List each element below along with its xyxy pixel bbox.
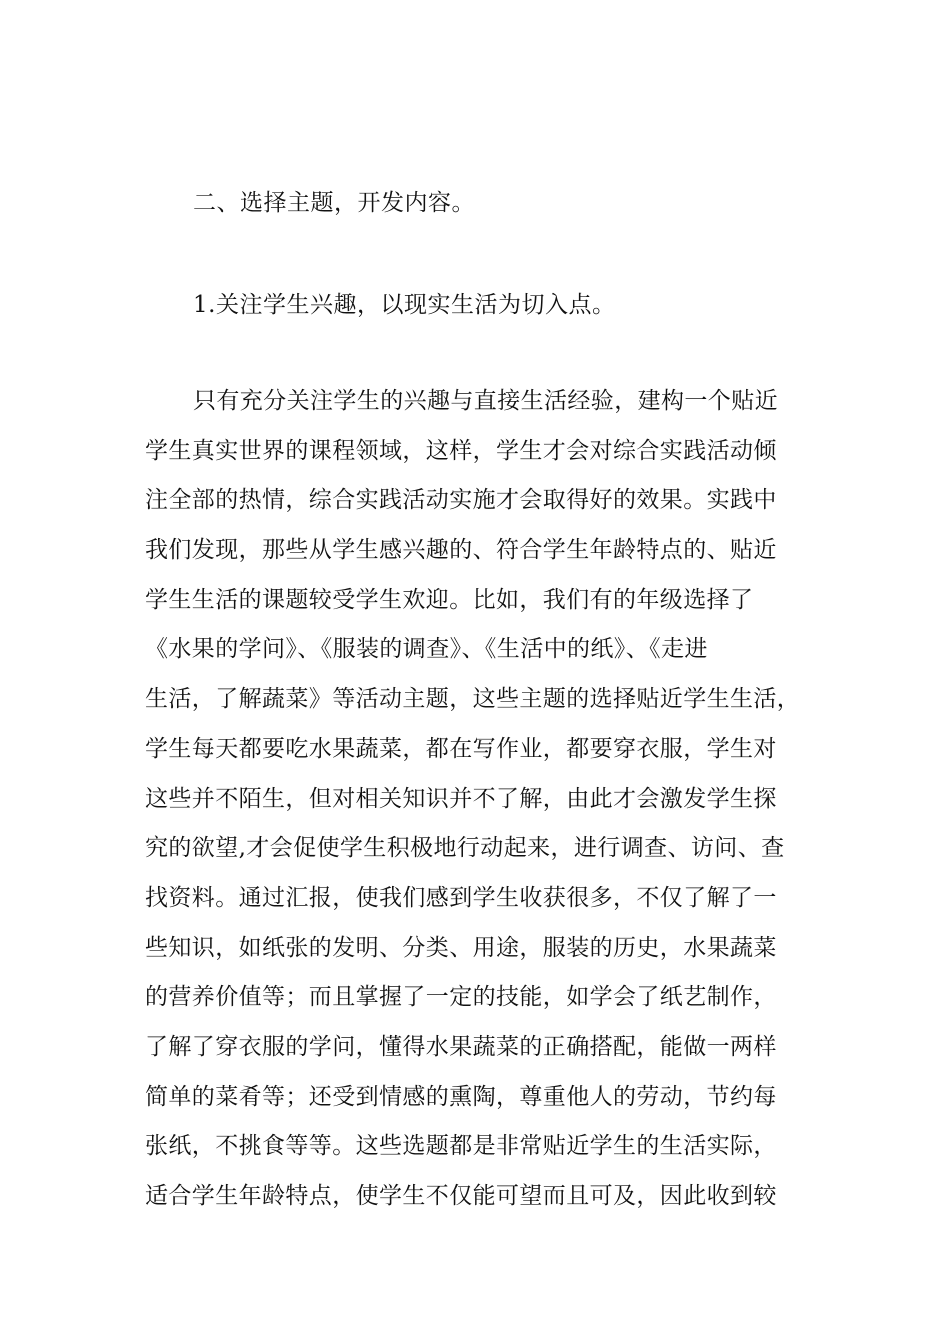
paragraph-line: 适合学生年龄特点，使学生不仅能可望而且可及，因此收到较 bbox=[145, 1183, 777, 1209]
paragraph-line: 了解了穿衣服的学问，懂得水果蔬菜的正确搭配，能做一两样 bbox=[145, 1033, 777, 1060]
paragraph-line: 些知识，如纸张的发明、分类、用途，服装的历史，水果蔬菜 bbox=[145, 934, 777, 961]
paragraph-line: 张纸，不挑食等等。这些选题都是非常贴近学生的生活实际， bbox=[145, 1133, 777, 1160]
paragraph-line: 生活，了解蔬菜》等活动主题，这些主题的选择贴近学生生活， bbox=[145, 686, 801, 713]
paragraph-line: 这些并不陌生，但对相关知识并不了解，由此才会激发学生探 bbox=[145, 785, 777, 812]
paragraph-line: 找资料。通过汇报，使我们感到学生收获很多，不仅了解了一 bbox=[145, 884, 777, 911]
paragraph-line: 学生每天都要吃水果蔬菜，都在写作业，都要穿衣服，学生对 bbox=[145, 735, 777, 762]
section-heading: 二、选择主题，开发内容。 bbox=[193, 190, 475, 216]
subsection-heading: 1.关注学生兴趣，以现实生活为切入点。 bbox=[193, 292, 616, 318]
paragraph-line: 的营养价值等；而且掌握了一定的技能，如学会了纸艺制作， bbox=[145, 984, 777, 1011]
paragraph-line: 注全部的热情，综合实践活动实施才会取得好的效果。实践中 bbox=[145, 487, 777, 514]
paragraph-line: 《水果的学问》、《服装的调查》、《生活中的纸》、《走进 bbox=[145, 636, 708, 663]
paragraph-line: 我们发现，那些从学生感兴趣的、符合学生年龄特点的、贴近 bbox=[145, 537, 777, 564]
paragraph-line: 只有充分关注学生的兴趣与直接生活经验，建构一个贴近 bbox=[193, 388, 778, 414]
paragraph-line: 学生真实世界的课程领域，这样，学生才会对综合实践活动倾 bbox=[145, 437, 777, 464]
body-paragraph bbox=[145, 386, 835, 1231]
paragraph-line: 学生生活的课题较受学生欢迎。比如，我们有的年级选择了 bbox=[145, 586, 754, 613]
paragraph-line: 简单的菜肴等；还受到情感的熏陶，尊重他人的劳动，节约每 bbox=[145, 1083, 777, 1110]
paragraph-line: 究的欲望,才会促使学生积极地行动起来，进行调查、访问、查 bbox=[145, 835, 785, 862]
